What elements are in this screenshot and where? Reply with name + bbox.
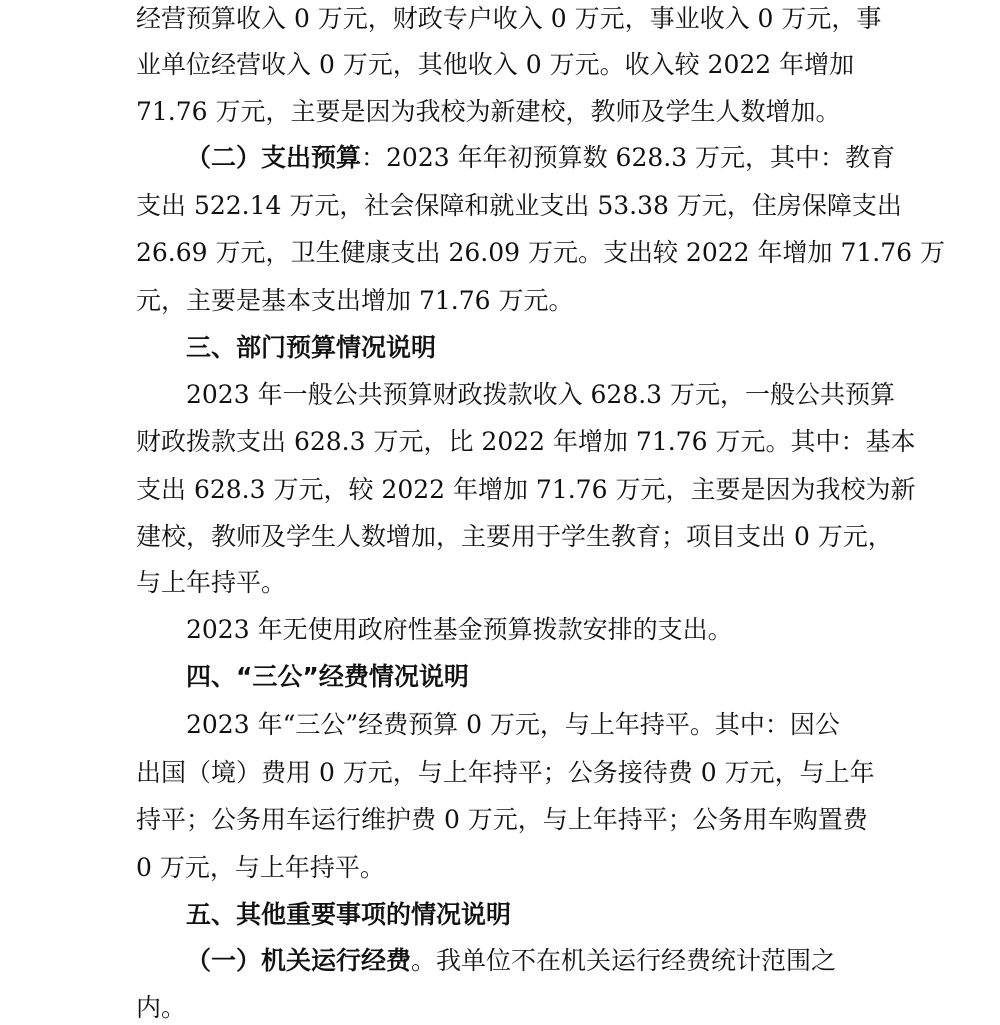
section-heading: 五、其他重要事项的情况说明 bbox=[186, 900, 512, 929]
paragraph-line: 与上年持平。 bbox=[136, 568, 287, 597]
subsection-title: （一）机关运行经费 bbox=[186, 946, 412, 975]
subsection-title: （二）支出预算 bbox=[186, 143, 362, 172]
paragraph-line: 经营预算收入 0 万元，财政专户收入 0 万元，事业收入 0 万元，事 bbox=[136, 4, 882, 33]
paragraph-line bbox=[186, 143, 895, 173]
paragraph-line: 持平；公务用车运行维护费 0 万元，与上年持平；公务用车购置费 bbox=[136, 805, 868, 834]
section-heading: 三、部门预算情况说明 bbox=[186, 333, 437, 362]
paragraph-line: 内。 bbox=[136, 993, 187, 1022]
paragraph-line: 26.69 万元，卫生健康支出 26.09 万元。支出较 2022 年增加 71.76 万 bbox=[136, 238, 945, 267]
paragraph-line: 元，主要是基本支出增加 71.76 万元。 bbox=[136, 286, 574, 315]
paragraph-line: 0 万元，与上年持平。 bbox=[136, 853, 385, 882]
paragraph-line: 2023 年无使用政府性基金预算拨款安排的支出。 bbox=[186, 615, 733, 644]
paragraph-text: 。我单位不在机关运行经费统计范围之 bbox=[411, 946, 837, 975]
paragraph-line: 业单位经营收入 0 万元，其他收入 0 万元。收入较 2022 年增加 bbox=[136, 50, 855, 79]
paragraph-line: 财政拨款支出 628.3 万元，比 2022 年增加 71.76 万元。其中：基本 bbox=[136, 427, 916, 456]
paragraph-text: ：2023 年年初预算数 628.3 万元，其中：教育 bbox=[361, 143, 896, 172]
paragraph-line: 支出 522.14 万元，社会保障和就业支出 53.38 万元，住房保障支出 bbox=[136, 191, 902, 220]
paragraph-line: 出国（境）费用 0 万元，与上年持平；公务接待费 0 万元，与上年 bbox=[136, 758, 875, 787]
section-heading: 四、“三公”经费情况说明 bbox=[186, 662, 469, 691]
paragraph-line: 建校，教师及学生人数增加，主要用于学生教育；项目支出 0 万元， bbox=[136, 522, 893, 551]
paragraph-line: 支出 628.3 万元，较 2022 年增加 71.76 万元，主要是因为我校为新 bbox=[136, 475, 916, 504]
paragraph-line bbox=[186, 946, 836, 976]
paragraph-line: 2023 年“三公”经费预算 0 万元，与上年持平。其中：因公 bbox=[186, 710, 840, 739]
paragraph-line: 71.76 万元，主要是因为我校为新建校，教师及学生人数增加。 bbox=[136, 97, 841, 126]
paragraph-line: 2023 年一般公共预算财政拨款收入 628.3 万元，一般公共预算 bbox=[186, 380, 896, 409]
